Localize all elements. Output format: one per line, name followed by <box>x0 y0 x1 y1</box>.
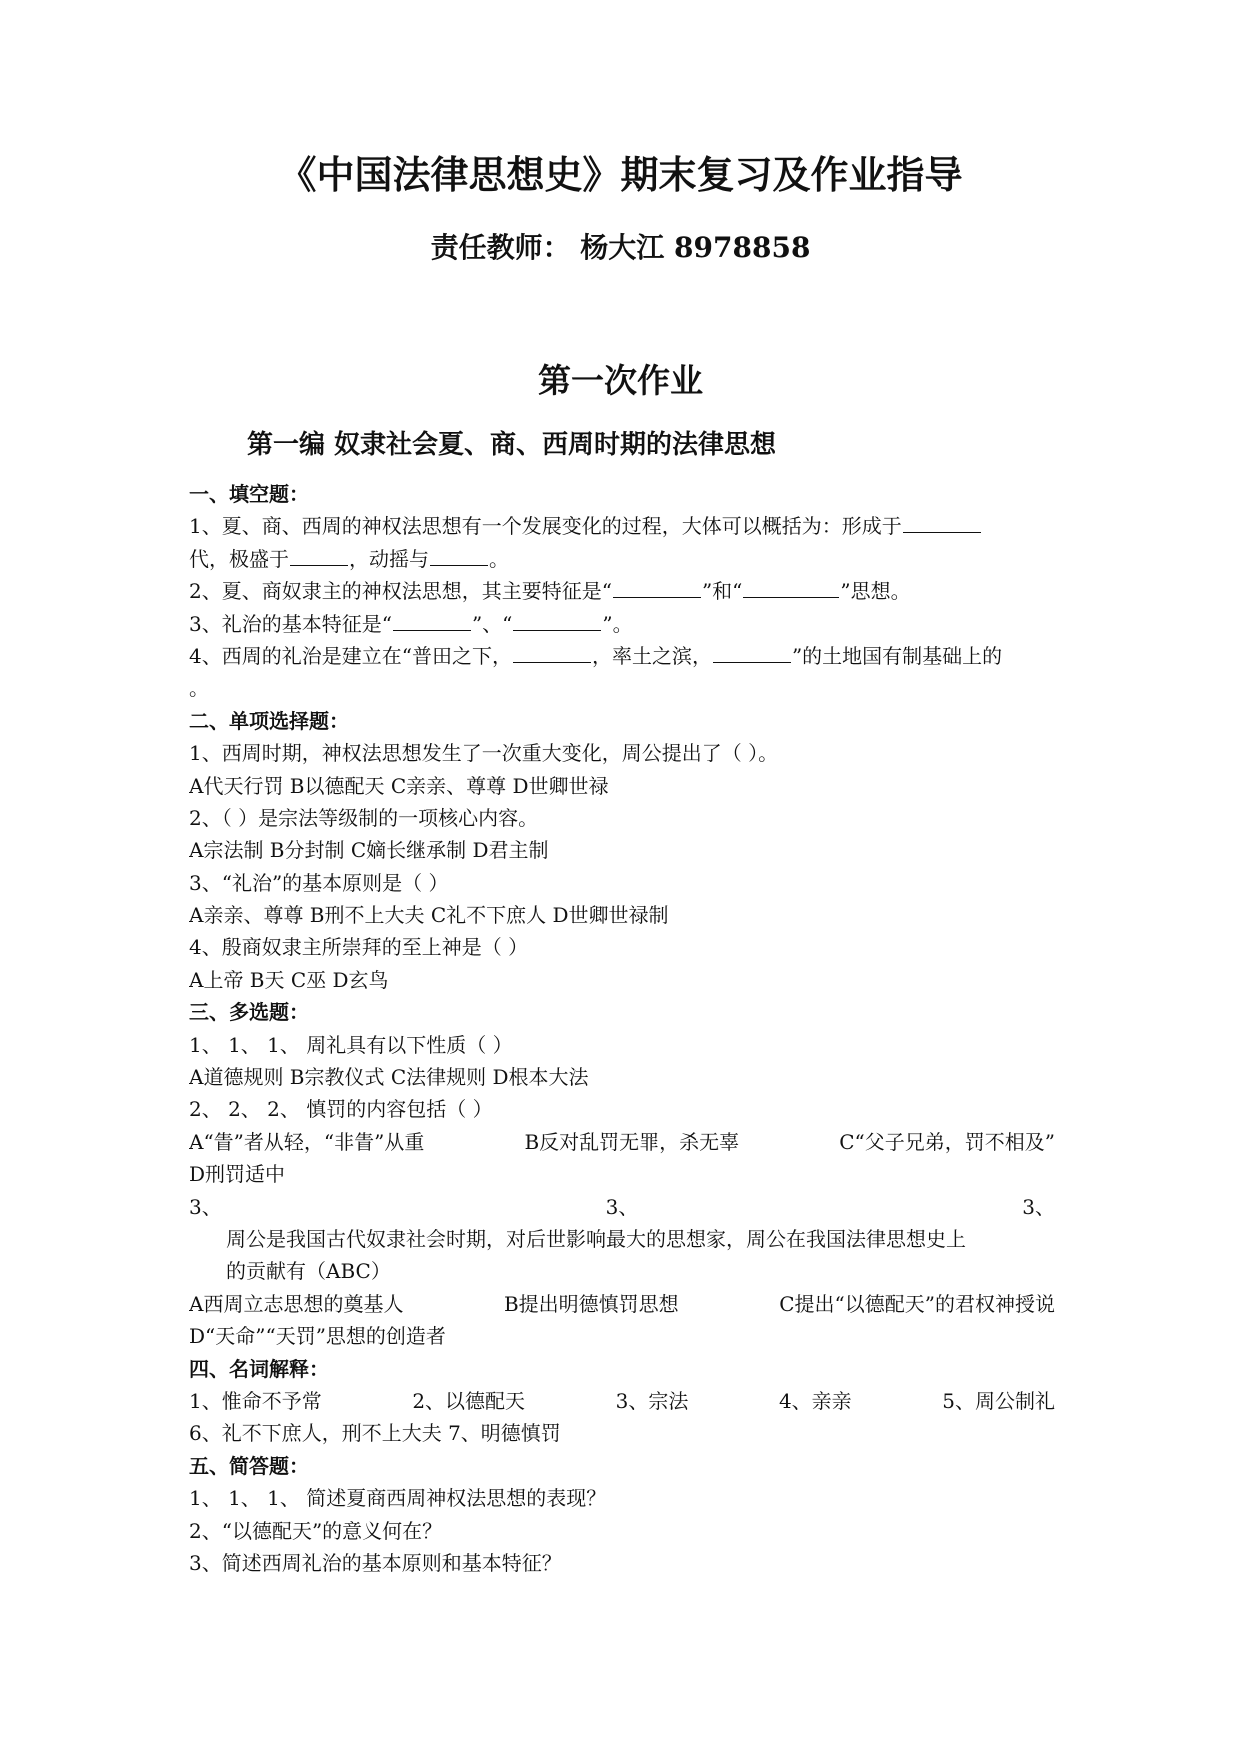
multi-q3-numbers <box>189 1191 1055 1223</box>
single-q1-options: A代天行罚 B以德配天 C亲亲、尊尊 D世卿世禄 <box>189 773 609 798</box>
fill-q3-text: 3、礼治的基本特征是“ <box>189 611 392 636</box>
fill-q3 <box>189 608 1055 640</box>
multi-q3-line2: 的贡献有（ABC） <box>226 1259 391 1284</box>
question-number: 3、 <box>1022 1194 1055 1219</box>
option-a: A“眚”者从轻，“非眚”从重 <box>189 1129 425 1154</box>
single-q4-options: A上帝 B天 C巫 D玄鸟 <box>189 967 389 992</box>
short-heading: 五、简答题： <box>189 1453 309 1478</box>
single-q2-options: A宗法制 B分封制 C嫡长继承制 D君主制 <box>189 838 549 863</box>
multi-q2-option-d: D刑罚适中 <box>189 1162 286 1187</box>
fill-q3-text: ”。 <box>602 611 633 636</box>
document-title: 《中国法律思想史》期末复习及作业指导 <box>278 152 963 197</box>
blank-line <box>513 640 591 663</box>
fill-q2 <box>189 575 1055 607</box>
fill-q1-text: 1、夏、商、西周的神权法思想有一个发展变化的过程，大体可以概括为：形成于 <box>189 514 902 539</box>
option-b: B提出明德慎罚思想 <box>503 1291 679 1316</box>
teacher-info: 责任教师： 杨大江 8978858 <box>430 231 811 264</box>
single-heading: 二、单项选择题： <box>189 708 349 733</box>
short-q1: 1、 1、 1、 简述夏商西周神权法思想的表现？ <box>189 1486 607 1511</box>
fill-q4-line2: 。 <box>189 676 209 701</box>
fill-q1-text: 代，极盛于 <box>189 546 289 571</box>
fill-q2-text: 2、夏、商奴隶主的神权法思想，其主要特征是“ <box>189 579 612 604</box>
fill-q1-text: 。 <box>489 546 509 571</box>
blank-line <box>613 575 701 598</box>
terms-row2: 6、礼不下庶人，刑不上大夫 7、明德慎罚 <box>189 1421 561 1446</box>
multi-q2-options <box>189 1126 1055 1158</box>
option-a: A西周立志思想的奠基人 <box>189 1291 404 1316</box>
fill-q4-text: 4、西周的礼治是建立在“普田之下， <box>189 643 512 668</box>
blank-line <box>290 543 348 566</box>
terms-heading: 四、名词解释： <box>189 1356 329 1381</box>
multi-q2: 2、 2、 2、 慎罚的内容包括（ ） <box>189 1097 493 1122</box>
question-number: 3、 <box>605 1194 639 1219</box>
multi-heading: 三、多选题： <box>189 1000 309 1025</box>
multi-q3-options <box>189 1288 1055 1320</box>
single-q4: 4、殷商奴隶主所崇拜的至上神是（ ） <box>189 935 529 960</box>
term-item: 3、宗法 <box>615 1388 689 1413</box>
term-item: 1、惟命不予常 <box>189 1388 322 1413</box>
single-q3-options: A亲亲、尊尊 B刑不上大夫 C礼不下庶人 D世卿世禄制 <box>189 903 669 928</box>
multi-q3-option-d: D“天命”“天罚”思想的创造者 <box>189 1324 446 1349</box>
multi-q1: 1、 1、 1、 周礼具有以下性质（ ） <box>189 1032 513 1057</box>
single-q2: 2、（ ）是宗法等级制的一项核心内容。 <box>189 805 539 830</box>
multi-q3-line1: 周公是我国古代奴隶社会时期，对后世影响最大的思想家，周公在我国法律思想史上 <box>226 1226 966 1251</box>
blank-line <box>513 608 601 631</box>
term-item: 2、以德配天 <box>412 1388 526 1413</box>
fill-q1-text: ，动摇与 <box>349 546 429 571</box>
fill-heading: 一、填空题： <box>189 482 309 506</box>
term-item: 5、周公制礼 <box>942 1388 1055 1413</box>
option-c: C提出“以德配天”的君权神授说 <box>779 1291 1055 1316</box>
fill-q1-line1 <box>189 510 1055 542</box>
blank-line <box>903 510 981 533</box>
multi-q1-options: A道德规则 B宗教仪式 C法律规则 D根本大法 <box>189 1065 589 1090</box>
fill-q4-text: ”的土地国有制基础上的 <box>791 643 1003 668</box>
blank-line <box>430 543 488 566</box>
fill-q1-line2 <box>189 543 1055 575</box>
homework-content <box>189 478 1055 1579</box>
fill-q2-text: ”思想。 <box>840 579 911 604</box>
single-q3: 3、“礼治”的基本原则是（ ） <box>189 870 449 895</box>
single-q1: 1、西周时期，神权法思想发生了一次重大变化，周公提出了（ ）。 <box>189 741 779 766</box>
fill-q4-line1 <box>189 640 1055 672</box>
blank-line <box>713 640 791 663</box>
option-b: B反对乱罚无罪，杀无辜 <box>524 1129 740 1154</box>
terms-row1 <box>189 1385 1055 1417</box>
term-item: 4、亲亲 <box>778 1388 852 1413</box>
part-title: 第一编 奴隶社会夏、商、西周时期的法律思想 <box>247 430 777 460</box>
fill-q2-text: ”和“ <box>701 579 743 604</box>
fill-q3-text: ”、“ <box>471 611 513 636</box>
blank-line <box>743 575 839 598</box>
option-c: C“父子兄弟，罚不相及” <box>839 1129 1055 1154</box>
short-q3: 3、简述西周礼治的基本原则和基本特征？ <box>189 1550 562 1575</box>
question-number: 3、 <box>189 1194 222 1219</box>
short-q2: 2、“以德配天”的意义何在？ <box>189 1518 443 1543</box>
blank-line <box>393 608 471 631</box>
fill-q4-text: ，率土之滨， <box>591 643 712 668</box>
homework-title: 第一次作业 <box>538 361 703 400</box>
